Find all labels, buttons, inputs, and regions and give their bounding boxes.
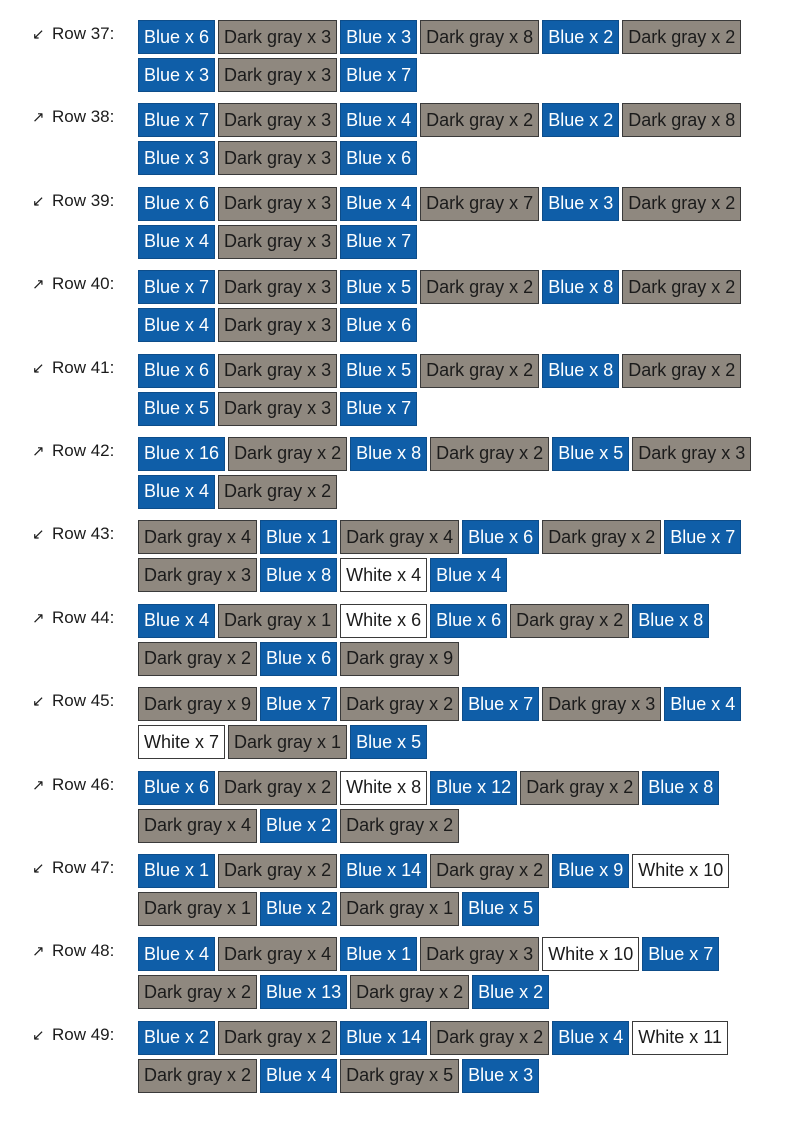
arrow-up-right-icon: ↗ — [32, 442, 45, 460]
row-label — [0, 437, 138, 461]
stitch-cell-darkgray: Dark gray x 2 — [138, 642, 257, 676]
stitch-cell-darkgray: Dark gray x 2 — [430, 1021, 549, 1055]
stitch-cells — [138, 854, 778, 926]
stitch-cell-blue: Blue x 8 — [542, 354, 619, 388]
stitch-cell-blue: Blue x 7 — [138, 270, 215, 304]
stitch-cell-darkgray: Dark gray x 3 — [218, 308, 337, 342]
row-label — [0, 854, 138, 878]
stitch-cell-blue: Blue x 3 — [340, 20, 417, 54]
stitch-cell-darkgray: Dark gray x 3 — [218, 103, 337, 137]
stitch-cell-blue: Blue x 6 — [138, 20, 215, 54]
stitch-cells — [138, 437, 778, 509]
stitch-cell-darkgray: Dark gray x 2 — [622, 354, 741, 388]
stitch-cell-blue: Blue x 1 — [260, 520, 337, 554]
row-label — [0, 520, 138, 544]
row-number: Row 40: — [52, 274, 115, 294]
stitch-cell-darkgray: Dark gray x 1 — [218, 604, 337, 638]
stitch-cell-darkgray: Dark gray x 1 — [228, 725, 347, 759]
pattern-row — [0, 687, 794, 770]
stitch-cell-blue: Blue x 6 — [138, 187, 215, 221]
stitch-cell-blue: Blue x 4 — [260, 1059, 337, 1093]
arrow-down-left-icon: ↙ — [32, 192, 45, 210]
stitch-cell-darkgray: Dark gray x 3 — [420, 937, 539, 971]
stitch-cell-darkgray: Dark gray x 2 — [340, 687, 459, 721]
stitch-cell-darkgray: Dark gray x 2 — [520, 771, 639, 805]
stitch-cell-darkgray: Dark gray x 2 — [350, 975, 469, 1009]
row-label — [0, 354, 138, 378]
stitch-cell-blue: Blue x 12 — [430, 771, 517, 805]
arrow-down-left-icon: ↙ — [32, 359, 45, 377]
pattern-row — [0, 20, 794, 103]
stitch-cell-blue: Blue x 3 — [542, 187, 619, 221]
stitch-cell-blue: Blue x 6 — [430, 604, 507, 638]
stitch-cell-blue: Blue x 5 — [350, 725, 427, 759]
stitch-cell-blue: Blue x 8 — [542, 270, 619, 304]
arrow-up-right-icon: ↗ — [32, 276, 45, 294]
arrow-down-left-icon: ↙ — [32, 693, 45, 711]
stitch-cell-darkgray: Dark gray x 3 — [138, 558, 257, 592]
stitch-cell-blue: Blue x 2 — [138, 1021, 215, 1055]
arrow-up-right-icon: ↗ — [32, 609, 45, 627]
stitch-cell-blue: Blue x 3 — [138, 141, 215, 175]
stitch-cell-darkgray: Dark gray x 2 — [430, 854, 549, 888]
stitch-cell-darkgray: Dark gray x 2 — [340, 809, 459, 843]
stitch-cell-blue: Blue x 2 — [472, 975, 549, 1009]
stitch-cell-blue: Blue x 4 — [138, 475, 215, 509]
stitch-cell-darkgray: Dark gray x 4 — [340, 520, 459, 554]
stitch-cell-darkgray: Dark gray x 8 — [420, 20, 539, 54]
stitch-cell-darkgray: Dark gray x 3 — [218, 58, 337, 92]
row-number: Row 37: — [52, 24, 115, 43]
stitch-cell-darkgray: Dark gray x 3 — [542, 687, 661, 721]
stitch-cell-blue: Blue x 4 — [430, 558, 507, 592]
stitch-cell-darkgray: Dark gray x 4 — [138, 520, 257, 554]
stitch-cell-darkgray: Dark gray x 2 — [622, 20, 741, 54]
stitch-cell-blue: Blue x 2 — [260, 892, 337, 926]
stitch-cell-blue: Blue x 4 — [138, 604, 215, 638]
pattern-row — [0, 187, 794, 270]
row-label — [0, 604, 138, 628]
stitch-cell-blue: Blue x 4 — [138, 308, 215, 342]
row-number: Row 43: — [52, 524, 115, 544]
row-number: Row 39: — [52, 190, 115, 210]
stitch-cell-darkgray: Dark gray x 2 — [622, 270, 741, 304]
stitch-cell-darkgray: Dark gray x 3 — [218, 392, 337, 426]
stitch-cell-blue: Blue x 4 — [138, 225, 215, 259]
stitch-cell-white: White x 10 — [632, 854, 729, 888]
stitch-cell-darkgray: Dark gray x 1 — [340, 892, 459, 926]
row-label — [0, 103, 138, 127]
row-number: Row 48: — [52, 941, 115, 961]
stitch-cell-blue: Blue x 2 — [542, 20, 619, 54]
row-number: Row 45: — [52, 691, 115, 711]
row-label — [0, 687, 138, 711]
stitch-cell-darkgray: Dark gray x 2 — [622, 187, 741, 221]
stitch-cell-darkgray: Dark gray x 2 — [420, 270, 539, 304]
stitch-cell-blue: Blue x 2 — [542, 103, 619, 137]
stitch-cell-blue: Blue x 4 — [664, 687, 741, 721]
stitch-cell-darkgray: Dark gray x 4 — [138, 809, 257, 843]
stitch-cell-darkgray: Dark gray x 2 — [430, 437, 549, 471]
stitch-cell-white: White x 6 — [340, 604, 427, 638]
stitch-cell-blue: Blue x 8 — [260, 558, 337, 592]
row-label — [0, 771, 138, 795]
stitch-cell-darkgray: Dark gray x 2 — [420, 103, 539, 137]
stitch-cell-blue: Blue x 3 — [138, 58, 215, 92]
row-number: Row 38: — [52, 107, 115, 127]
stitch-cell-blue: Blue x 7 — [138, 103, 215, 137]
stitch-cell-darkgray: Dark gray x 3 — [218, 270, 337, 304]
pattern-rows — [0, 20, 794, 1104]
stitch-cell-blue: Blue x 3 — [462, 1059, 539, 1093]
pattern-row — [0, 854, 794, 937]
stitch-cell-darkgray: Dark gray x 2 — [510, 604, 629, 638]
stitch-cell-white: White x 4 — [340, 558, 427, 592]
row-number: Row 41: — [52, 357, 115, 377]
stitch-cell-darkgray: Dark gray x 9 — [138, 687, 257, 721]
row-label — [0, 270, 138, 294]
row-label — [0, 20, 138, 44]
stitch-cell-blue: Blue x 5 — [340, 354, 417, 388]
stitch-cell-darkgray: Dark gray x 4 — [218, 937, 337, 971]
pattern-row — [0, 1021, 794, 1104]
pattern-row — [0, 520, 794, 603]
arrow-down-left-icon: ↙ — [32, 1026, 45, 1044]
stitch-cells — [138, 103, 778, 175]
stitch-cell-blue: Blue x 7 — [340, 392, 417, 426]
stitch-cell-darkgray: Dark gray x 3 — [218, 225, 337, 259]
stitch-cell-blue: Blue x 6 — [340, 141, 417, 175]
stitch-cell-blue: Blue x 6 — [340, 308, 417, 342]
stitch-cell-darkgray: Dark gray x 2 — [138, 975, 257, 1009]
row-number: Row 49: — [52, 1024, 115, 1044]
stitch-cell-blue: Blue x 5 — [340, 270, 417, 304]
stitch-cell-blue: Blue x 8 — [632, 604, 709, 638]
pattern-row — [0, 937, 794, 1020]
stitch-cell-darkgray: Dark gray x 9 — [340, 642, 459, 676]
stitch-cell-darkgray: Dark gray x 2 — [218, 854, 337, 888]
stitch-cell-blue: Blue x 8 — [642, 771, 719, 805]
row-label — [0, 937, 138, 961]
arrow-up-right-icon: ↗ — [32, 776, 45, 794]
stitch-cell-blue: Blue x 4 — [340, 103, 417, 137]
stitch-cell-blue: Blue x 5 — [552, 437, 629, 471]
row-number: Row 46: — [52, 774, 115, 794]
stitch-cell-blue: Blue x 5 — [462, 892, 539, 926]
stitch-cell-blue: Blue x 5 — [138, 392, 215, 426]
stitch-cell-darkgray: Dark gray x 3 — [218, 20, 337, 54]
pattern-row — [0, 270, 794, 353]
stitch-cell-darkgray: Dark gray x 5 — [340, 1059, 459, 1093]
stitch-cell-blue: Blue x 4 — [340, 187, 417, 221]
stitch-cell-blue: Blue x 6 — [260, 642, 337, 676]
arrow-up-right-icon: ↗ — [32, 943, 45, 961]
stitch-cell-blue: Blue x 13 — [260, 975, 347, 1009]
stitch-cell-blue: Blue x 7 — [664, 520, 741, 554]
row-number: Row 47: — [52, 857, 115, 877]
stitch-cell-darkgray: Dark gray x 3 — [218, 187, 337, 221]
stitch-cell-darkgray: Dark gray x 2 — [218, 771, 337, 805]
stitch-cell-blue: Blue x 8 — [350, 437, 427, 471]
stitch-cell-blue: Blue x 6 — [138, 771, 215, 805]
stitch-cell-white: White x 11 — [632, 1021, 728, 1055]
pattern-row — [0, 604, 794, 687]
stitch-cells — [138, 187, 778, 259]
stitch-cell-blue: Blue x 6 — [138, 354, 215, 388]
row-number: Row 44: — [52, 607, 115, 627]
stitch-cell-white: White x 8 — [340, 771, 427, 805]
stitch-cell-blue: Blue x 7 — [340, 225, 417, 259]
stitch-cells — [138, 20, 778, 92]
stitch-cells — [138, 937, 778, 1009]
stitch-cell-blue: Blue x 7 — [462, 687, 539, 721]
stitch-cell-darkgray: Dark gray x 2 — [228, 437, 347, 471]
stitch-cell-white: White x 7 — [138, 725, 225, 759]
pattern-row — [0, 103, 794, 186]
arrow-up-right-icon: ↗ — [32, 109, 45, 127]
stitch-cell-blue: Blue x 1 — [138, 854, 215, 888]
stitch-cell-darkgray: Dark gray x 3 — [218, 141, 337, 175]
stitch-cells — [138, 771, 778, 843]
stitch-cell-blue: Blue x 4 — [138, 937, 215, 971]
pattern-row — [0, 354, 794, 437]
stitch-cell-blue: Blue x 14 — [340, 1021, 427, 1055]
stitch-cells — [138, 270, 778, 342]
stitch-cell-blue: Blue x 1 — [340, 937, 417, 971]
stitch-cells — [138, 604, 778, 676]
stitch-cell-blue: Blue x 4 — [552, 1021, 629, 1055]
stitch-cell-blue: Blue x 9 — [552, 854, 629, 888]
stitch-cells — [138, 520, 778, 592]
stitch-cell-darkgray: Dark gray x 2 — [542, 520, 661, 554]
stitch-cells — [138, 687, 778, 759]
stitch-cell-blue: Blue x 7 — [260, 687, 337, 721]
stitch-cell-darkgray: Dark gray x 1 — [138, 892, 257, 926]
row-label — [0, 187, 138, 211]
stitch-cell-blue: Blue x 7 — [642, 937, 719, 971]
pattern-row — [0, 437, 794, 520]
stitch-cells — [138, 1021, 778, 1093]
stitch-cell-darkgray: Dark gray x 8 — [622, 103, 741, 137]
stitch-cell-darkgray: Dark gray x 7 — [420, 187, 539, 221]
stitch-cell-darkgray: Dark gray x 2 — [218, 475, 337, 509]
stitch-cell-white: White x 10 — [542, 937, 639, 971]
row-label — [0, 1021, 138, 1045]
stitch-cell-blue: Blue x 2 — [260, 809, 337, 843]
stitch-cells — [138, 354, 778, 426]
stitch-cell-darkgray: Dark gray x 2 — [138, 1059, 257, 1093]
stitch-cell-darkgray: Dark gray x 3 — [632, 437, 751, 471]
arrow-down-left-icon: ↙ — [32, 859, 45, 877]
stitch-cell-blue: Blue x 6 — [462, 520, 539, 554]
arrow-down-left-icon: ↙ — [32, 526, 45, 544]
stitch-cell-darkgray: Dark gray x 3 — [218, 354, 337, 388]
stitch-cell-blue: Blue x 16 — [138, 437, 225, 471]
pattern-row — [0, 771, 794, 854]
row-number: Row 42: — [52, 440, 115, 460]
stitch-cell-blue: Blue x 7 — [340, 58, 417, 92]
stitch-cell-blue: Blue x 14 — [340, 854, 427, 888]
stitch-cell-darkgray: Dark gray x 2 — [218, 1021, 337, 1055]
arrow-down-left-icon: ↙ — [32, 26, 45, 43]
stitch-cell-darkgray: Dark gray x 2 — [420, 354, 539, 388]
